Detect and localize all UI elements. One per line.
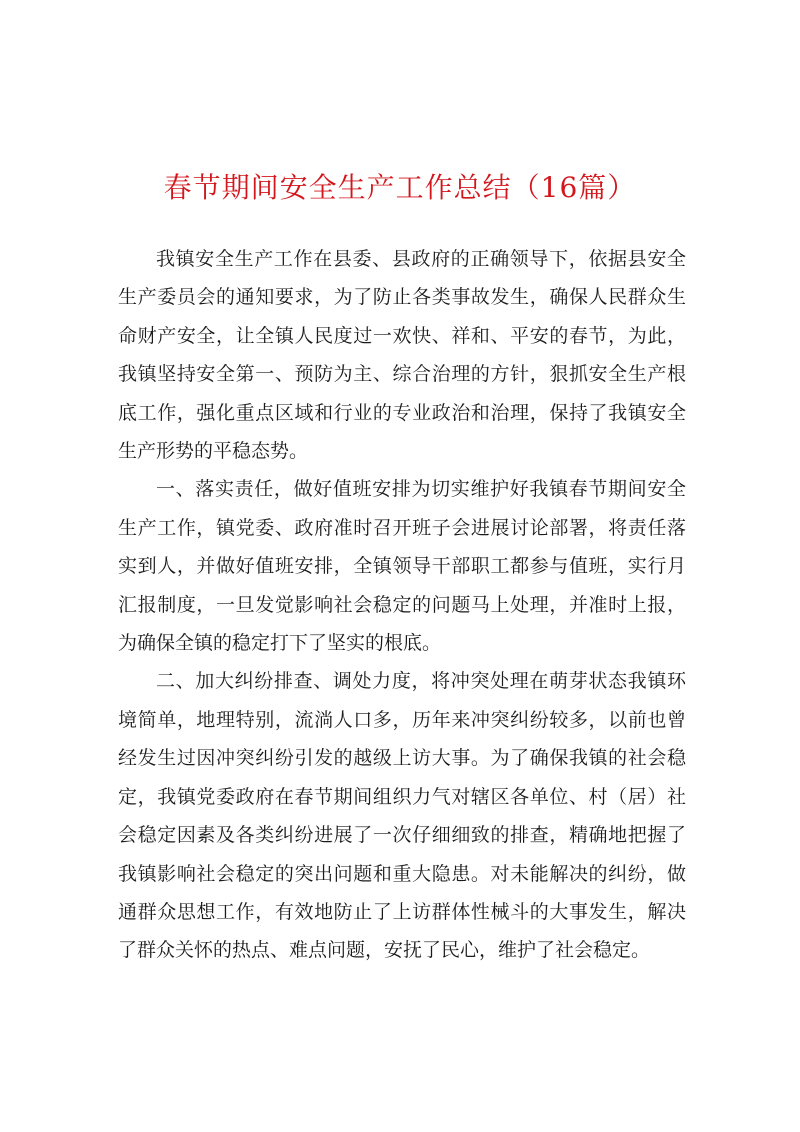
- paragraph-section-2: 二、加大纠纷排查、调处力度，将冲突处理在萌芽状态我镇环境简单，地理特别，流淌人口多，历年来冲突纠纷较多，以前也曾经发生过因冲突纠纷引发的越级上访大事。为了确保我镇的社会稳定，我镇党委政府在春节期间组织力气对辖区各单位、村（居）社会稳定因素及各类纠纷进展了一次仔细细致的排查，精确地把握了我镇影响社会稳定的突出问题和重大隐患。对未能解决的纠纷，做通群众思想工作，有效地防止了上访群体性械斗的大事发生，解决了群众关怀的热点、难点问题，安抚了民心，维护了社会稳定。: [118, 670, 686, 962]
- paragraph-section-1: 一、落实责任，做好值班安排为切实维护好我镇春节期间安全生产工作，镇党委、政府准时召开班子会进展讨论部署，将责任落实到人，并做好值班安排，全镇领导干部职工都参与值班，实行月汇报制度，一旦发觉影响社会稳定的问题马上处理，并准时上报，为确保全镇的稳定打下了坚实的根底。: [118, 478, 686, 655]
- document-body: [118, 240, 686, 970]
- paragraph-intro: 我镇安全生产工作在县委、县政府的正确领导下，依据县安全生产委员会的通知要求，为了防止各类事故发生，确保人民群众生命财产安全，让全镇人民度过一欢快、祥和、平安的春节，为此，我镇坚持安全第一、预防为主、综合治理的方针，狠抓安全生产根底工作，强化重点区域和行业的专业政治和治理，保持了我镇安全生产形势的平稳态势。: [118, 248, 686, 463]
- page-title: 春节期间安全生产工作总结（16篇）: [163, 171, 637, 204]
